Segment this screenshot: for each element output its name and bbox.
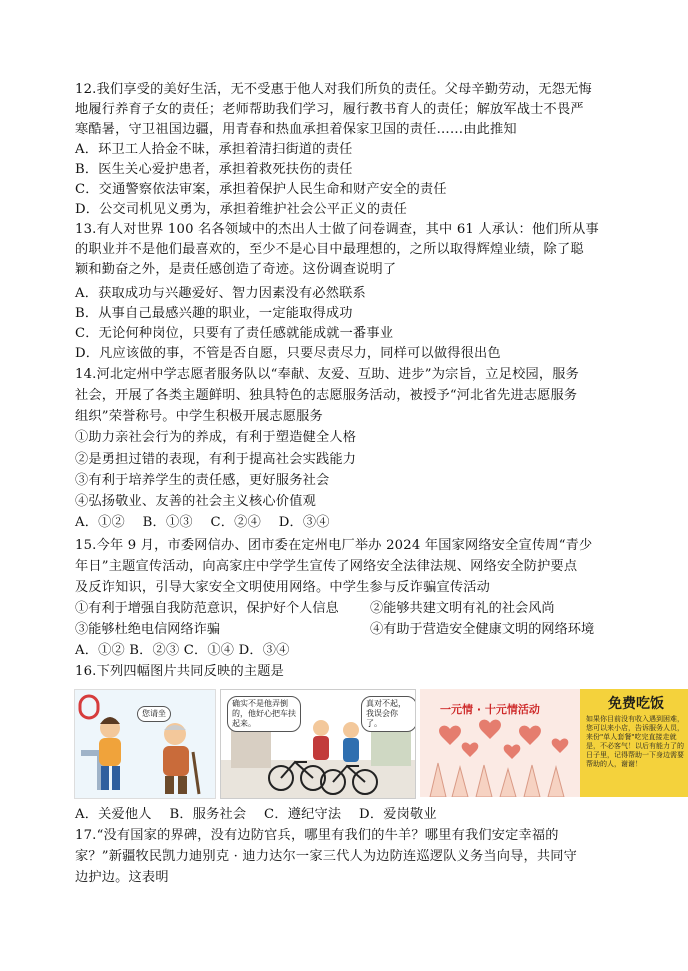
bicycle-speech-bubble-2: 真对不起，我误会你了。 [361,696,416,732]
q16-picture-free-meal [580,689,688,797]
q12-stem-line-1: 12.我们享受的美好生活，无不受惠于他人对我们所负的责任。父母辛勤劳动，无怨无悔 [75,82,592,97]
q16-picture-seat-offer [74,689,216,799]
seat-offer-speech-bubble: 您请坐 [137,706,171,722]
free-meal-title: 免费吃饭 [608,696,664,712]
q14-item-1: ①助力亲社会行为的养成，有利于塑造健全人格 [75,430,357,445]
bicycle-speech-bubble-1: 确实不是他弄倒的，他好心把车扶起来。 [227,696,301,732]
q16-picture-bicycle [220,689,416,799]
q13-option-a: A．获取成功与兴趣爱好、智力因素没有必然联系 [75,286,366,301]
free-meal-notice: 如果你目前没有收入遇到困难，您可以来小店，告诉服务人员，来份"单人套餐"吃完直接走就是，不必客气！以后有能力了的日子里，记得帮助一下身边需要帮助的人，谢谢！ [586,715,684,768]
q17-stem-line-2: 家？”新疆牧民凯力迪别克 · 迪力达尔一家三代人为边防连巡逻队义务当向导，共同守 [75,849,578,864]
q14-item-4: ④弘扬敬业、友善的社会主义核心价值观 [75,494,316,509]
q16-picture-strip [74,689,684,799]
q13-stem-line-2: 的职业并不是他们最喜欢的，至少不是心目中最理想的，之所以取得辉煌业绩，除了聪 [75,242,584,257]
q14-answer-line: A．①② B．①③ C．②④ D．③④ [75,515,330,530]
q13-option-d: D．凡应该做的事，不管是否自愿，只要尽责尽力，同样可以做得很出色 [75,346,501,361]
q13-stem-line-3: 颖和勤奋之外，是责任感创造了奇迹。这份调查说明了 [75,262,397,277]
q16-picture-charity [420,689,580,797]
q12-option-a: A．环卫工人拾金不昧，承担着清扫街道的责任 [75,142,353,157]
q14-stem-line-1: 14.河北定州中学志愿者服务队以“奉献、友爱、互助、进步”为宗旨，立足校园，服务 [75,367,580,382]
q13-option-b: B．从事自己最感兴趣的职业，一定能取得成功 [75,306,353,321]
q16-answer-line: A．关爱他人 B．服务社会 C．遵纪守法 D．爱岗敬业 [75,807,437,822]
q15-item-1: ①有利于增强自我防范意识，保护好个人信息 [75,601,339,616]
q12-stem-line-3: 寒酷暑，守卫祖国边疆，用青春和热血承担着保家卫国的责任……由此推知 [75,122,517,137]
q12-option-d: D．公交司机见义勇为，承担着维护社会公平正义的责任 [75,202,408,217]
q15-stem-line-3: 及反诈知识，引导大家安全文明使用网络。中学生参与反诈骗宣传活动 [75,580,491,595]
q13-stem-line-1: 13.有人对世界 100 名各领域中的杰出人士做了问卷调查，其中 61 人承认：他们所从事 [75,222,599,237]
q14-item-2: ②是勇担过错的表现，有利于提高社会实践能力 [75,452,357,467]
q12-option-b: B．医生关心爱护患者，承担着救死扶伤的责任 [75,162,353,177]
q15-item-3: ③能够杜绝电信网络诈骗 [75,622,221,637]
q12-option-c: C．交通警察依法审案，承担着保护人民生命和财产安全的责任 [75,182,447,197]
q14-stem-line-3: 组织”荣誉称号。中学生积极开展志愿服务 [75,409,323,424]
q17-stem-line-1: 17.“没有国家的界碑，没有边防官兵，哪里有我们的牛羊？哪里有我们安定幸福的 [75,828,559,843]
q15-stem-line-2: 年日”主题宣传活动，向高家庄中学学生宣传了网络安全法律法规、网络安全防护要点 [75,559,578,574]
q15-item-4: ④有助于营造安全健康文明的网络环境 [370,622,595,637]
q17-stem-line-3: 边护边。这表明 [75,870,169,885]
q15-answer-line: A．①② B．②③ C．①④ D．③④ [75,643,290,658]
q14-stem-line-2: 社会，开展了各类主题鲜明、独具特色的志愿服务活动，被授予“河北省先进志愿服务 [75,388,578,403]
q15-stem-line-1: 15.今年 9 月，市委网信办、团市委在定州电厂举办 2024 年国家网络安全宣传周“青少 [75,538,593,553]
q13-option-c: C．无论何种岗位，只要有了责任感就能成就一番事业 [75,326,394,341]
q15-item-2: ②能够共建文明有礼的社会风尚 [370,601,555,616]
q12-stem-line-2: 地履行养育子女的责任；老师帮助我们学习，履行教书育人的责任；解放军战士不畏严 [75,102,584,117]
q16-stem: 16.下列四幅图片共同反映的主题是 [75,664,284,679]
q14-item-3: ③有利于培养学生的责任感，更好服务社会 [75,473,330,488]
charity-title: 一元情 · 十元情活动 [440,703,540,716]
